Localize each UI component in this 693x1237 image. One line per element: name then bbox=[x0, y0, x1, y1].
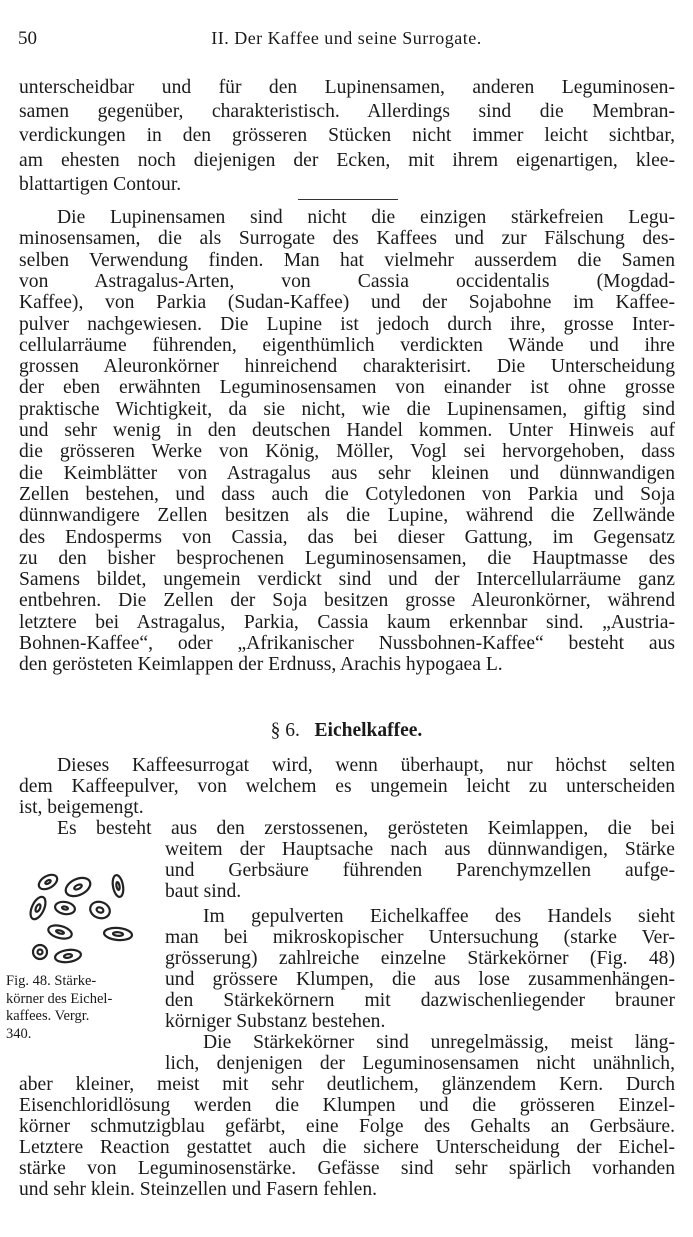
text-line: Bohnen-Kaffee“, oder „Afrikanischer Nussbohnen-Kaffee“ besteht aus bbox=[19, 634, 675, 654]
starch-grain-icon bbox=[104, 927, 133, 941]
text-line: unterscheidbar und für den Lupinensamen, anderen Leguminosen- bbox=[19, 78, 675, 98]
text-line: Letztere Reaction gestattet auch die sichere Unterscheidung der Eichel- bbox=[19, 1138, 675, 1158]
text-line: praktische Wichtigkeit, da sie nicht, wie die Lupinensamen, giftig sind bbox=[19, 399, 675, 420]
starch-grain-icon bbox=[111, 874, 125, 897]
text-line: Es besteht aus den zerstossenen, gerösteten Keimlappen, die bei bbox=[57, 819, 675, 839]
text-line: aber kleiner, meist mit sehr deutlichem, glänzendem Kern. Durch bbox=[19, 1075, 675, 1095]
running-title: II. Der Kaffee und seine Surrogate. bbox=[211, 28, 482, 48]
section-title: Eichelkaffee. bbox=[314, 720, 423, 741]
text-line: Die Stärkekörner sind unregelmässig, meist läng- bbox=[203, 1033, 675, 1053]
text-line: pulver nachgewiesen. Die Lupine ist jedoch durch ihre, grosse Inter- bbox=[19, 314, 675, 335]
starch-grain-icon bbox=[47, 923, 73, 941]
caption-line: körner des Eichel- bbox=[6, 990, 113, 1007]
starch-grain-icon bbox=[27, 895, 48, 922]
text-line: von Astragalus-Arten, von Cassia occidentalis (Mogdad- bbox=[19, 271, 675, 292]
section-divider-rule bbox=[298, 199, 398, 200]
text-line: und sehr klein. Steinzellen und Fasern fehlen. bbox=[19, 1179, 378, 1200]
text-line: verdickungen in den grösseren Stücken nicht immer leicht sichtbar, bbox=[19, 126, 675, 147]
text-line: den gerösteten Keimlappen der Erdnuss, Arachis hypogaea L. bbox=[19, 654, 503, 676]
text-line: und Gerbsäure führenden Parenchymzellen aufge- bbox=[165, 861, 675, 881]
text-line: körner schmutzigblau gefärbt, eine Folge des Gehalts an Gerbsäure. bbox=[19, 1117, 675, 1137]
section-heading bbox=[0, 720, 693, 742]
text-line: grösserung) zahlreiche einzelne Stärkekörner (Fig. 48) bbox=[165, 949, 675, 969]
text-line: zu den bisher besprochenen Leguminosensamen, die Hauptmasse des bbox=[19, 548, 675, 569]
text-line: man bei mikroskopischer Untersuchung (starke Ver- bbox=[165, 928, 675, 948]
text-line: lich, denjenigen der Leguminosensamen nicht unähnlich, bbox=[165, 1054, 675, 1074]
text-line: entbehren. Die Zellen der Soja besitzen grosse Aleuronkörner, während bbox=[19, 591, 675, 612]
text-line: Kaffee), von Parkia (Sudan-Kaffee) und der Sojabohne im Kaffee- bbox=[19, 293, 675, 314]
caption-line: Fig. 48. Stärke- bbox=[6, 973, 97, 989]
text-line: blattartigen Contour. bbox=[19, 173, 182, 195]
starch-grain-icon bbox=[88, 899, 112, 921]
starch-grains-illustration bbox=[20, 870, 140, 970]
caption-line: 340. bbox=[6, 1026, 32, 1043]
starch-grain-icon bbox=[63, 874, 93, 899]
text-line: Samens bildet, ungemein verdickt sind und der Intercellularräume ganz bbox=[19, 570, 675, 591]
text-line: am ehesten noch diejenigen der Ecken, mit ihrem eigenartigen, klee- bbox=[19, 150, 675, 171]
starch-grain-icon bbox=[33, 945, 47, 959]
starch-grain-icon bbox=[54, 900, 76, 915]
text-line: die Keimblätter von Astragalus aus sehr kleinen und dünnwandigen bbox=[19, 463, 675, 484]
section-number: § 6. bbox=[270, 720, 300, 741]
figure-caption bbox=[6, 973, 146, 1044]
text-line: Zellen bestehen, und dass auch die Cotyledonen von Parkia und Soja bbox=[19, 484, 675, 505]
page-header bbox=[18, 28, 675, 54]
text-line: des Endosperms von Cassia, das bei dieser Gattung, im Gegensatz bbox=[19, 527, 675, 548]
text-line: der eben erwähnten Leguminosensamen von einander ist ohne grosse bbox=[19, 378, 675, 399]
text-line: grossen Aleuronkörner hinreichend charakterisirt. Die Unterscheidung bbox=[19, 357, 675, 378]
text-line: Im gepulverten Eichelkaffee des Handels sieht bbox=[203, 907, 675, 927]
text-line: den Stärkekörnern mit dazwischenliegender brauner bbox=[165, 991, 675, 1011]
text-line: cellularräume führenden, eigenthümlich verdickten Wände und ihre bbox=[19, 335, 675, 356]
text-line: letztere bei Astragalus, Parkia, Cassia kaum erkennbar sind. „Austria- bbox=[19, 612, 675, 633]
text-line: Eisenchloridlösung werden die Klumpen und die grösseren Einzel- bbox=[19, 1096, 675, 1116]
text-line: dünnwandigere Zellen besitzen als die Lupine, während die Zellwände bbox=[19, 506, 675, 527]
text-line: und sehr wenig in den deutschen Handel kommen. Unter Hinweis auf bbox=[19, 421, 675, 441]
text-line: und grössere Klumpen, die aus lose zusammenhängen- bbox=[165, 970, 675, 990]
text-line: weitem der Hauptsache nach aus dünnwandigen, Stärke bbox=[165, 840, 675, 860]
caption-line: kaffees. Vergr. bbox=[6, 1008, 90, 1025]
text-line: Die Lupinensamen sind nicht die einzigen stärkefreien Legu- bbox=[57, 208, 675, 228]
text-line: körniger Substanz bestehen. bbox=[165, 1011, 386, 1032]
starch-grain-icon bbox=[36, 872, 59, 892]
text-line: die grösseren Werke von König, Möller, Vogl sei hervorgehoben, dass bbox=[19, 442, 675, 463]
page-number: 50 bbox=[18, 28, 37, 49]
text-line: minosensamen, die als Surrogate des Kaffees und zur Fälschung des- bbox=[19, 229, 675, 250]
text-line: baut sind. bbox=[165, 881, 242, 902]
text-line: selben Verwendung finden. Man hat vielmehr ausserdem die Samen bbox=[19, 250, 675, 271]
text-line: stärke von Leguminosenstärke. Gefässe sind sehr spärlich vorhanden bbox=[19, 1159, 675, 1179]
text-line: dem Kaffeepulver, von welchem es ungemein leicht zu unterscheiden bbox=[19, 777, 675, 797]
text-line: ist, beigemengt. bbox=[19, 797, 144, 818]
starch-grain-icon bbox=[54, 948, 81, 964]
text-line: Dieses Kaffeesurrogat wird, wenn überhaupt, nur höchst selten bbox=[57, 756, 675, 776]
text-line: samen gegenüber, charakteristisch. Allerdings sind die Membran- bbox=[19, 102, 675, 123]
